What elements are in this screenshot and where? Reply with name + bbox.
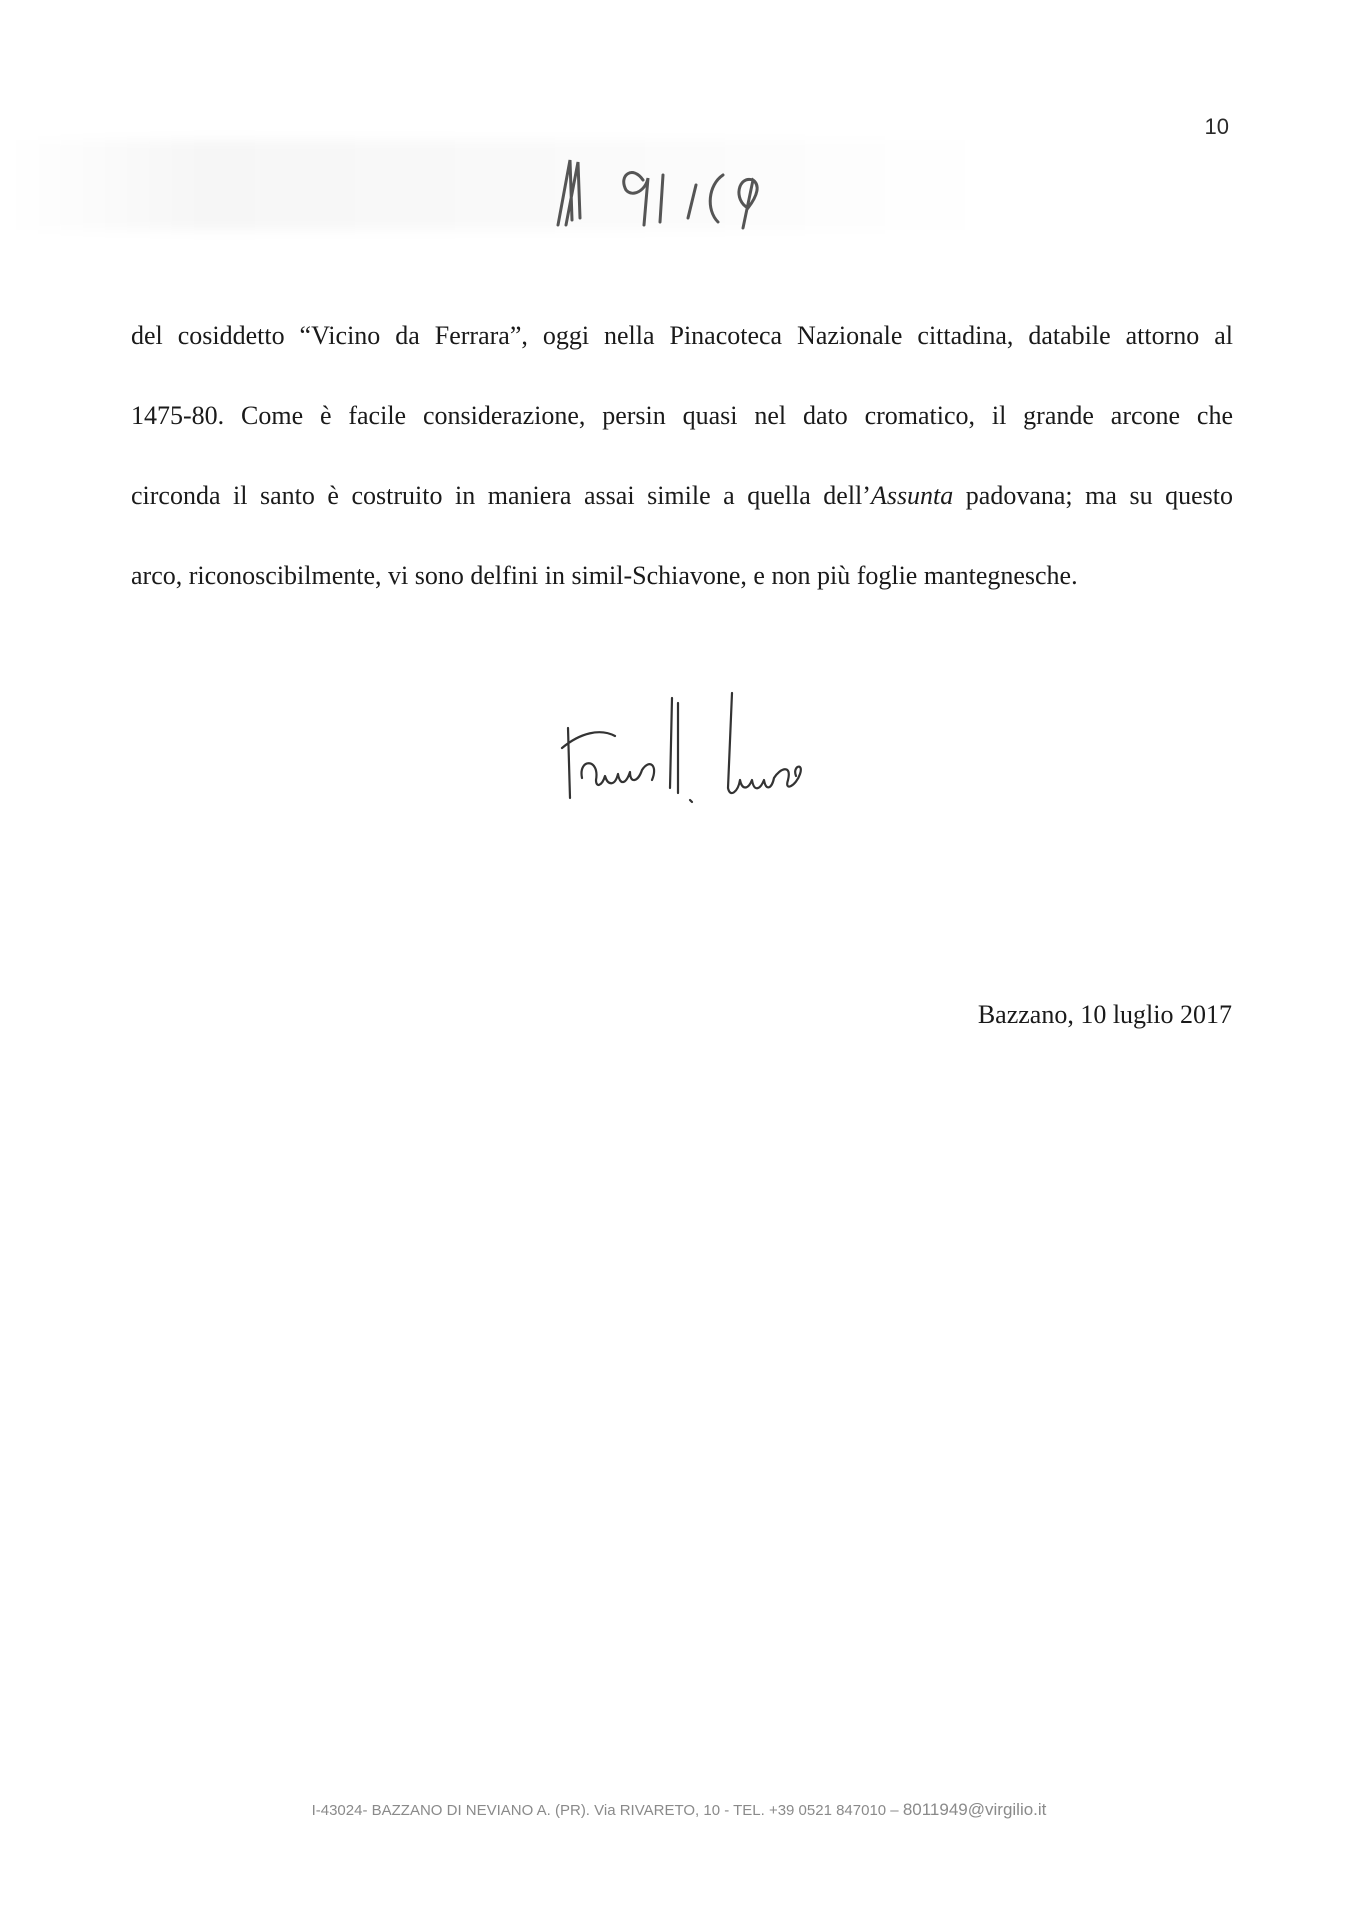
italic-title: Assunta [870,481,954,510]
paragraph-text: padovana; ma su questo [953,481,1234,510]
handwritten-reference [548,150,828,230]
footer [0,1800,1358,1820]
paragraph-text: circonda il santo è costruito in maniera assai simile a quella dell’ [131,481,871,510]
faint-stamp-mark [5,140,1005,230]
footer-email: 8011949@virgilio.it [902,1800,1047,1819]
footer-address: I-43024- BAZZANO DI NEVIANO A. (PR). Via RIVARETO, 10 - TEL. +39 0521 847010 – [311,1802,903,1819]
paragraph-line: arco, riconoscibilmente, vi sono delfini in simil-Schiavone, e non più foglie mantegnesche. [131,561,1078,590]
page-number: 10 [1204,114,1229,139]
paragraph-line: 1475-80. Come è facile considerazione, persin quasi nel dato cromatico, il grande arcone che [131,401,1233,430]
signature-text [560,690,561,691]
paragraph-line: del cosiddetto “Vicino da Ferrara”, oggi nella Pinacoteca Nazionale cittadina, databile attorno al [131,321,1233,350]
place-and-date: Bazzano, 10 luglio 2017 [977,1000,1232,1029]
handwritten-signature [560,688,840,808]
paragraph-line [131,456,1233,536]
body-paragraph [131,296,1233,616]
